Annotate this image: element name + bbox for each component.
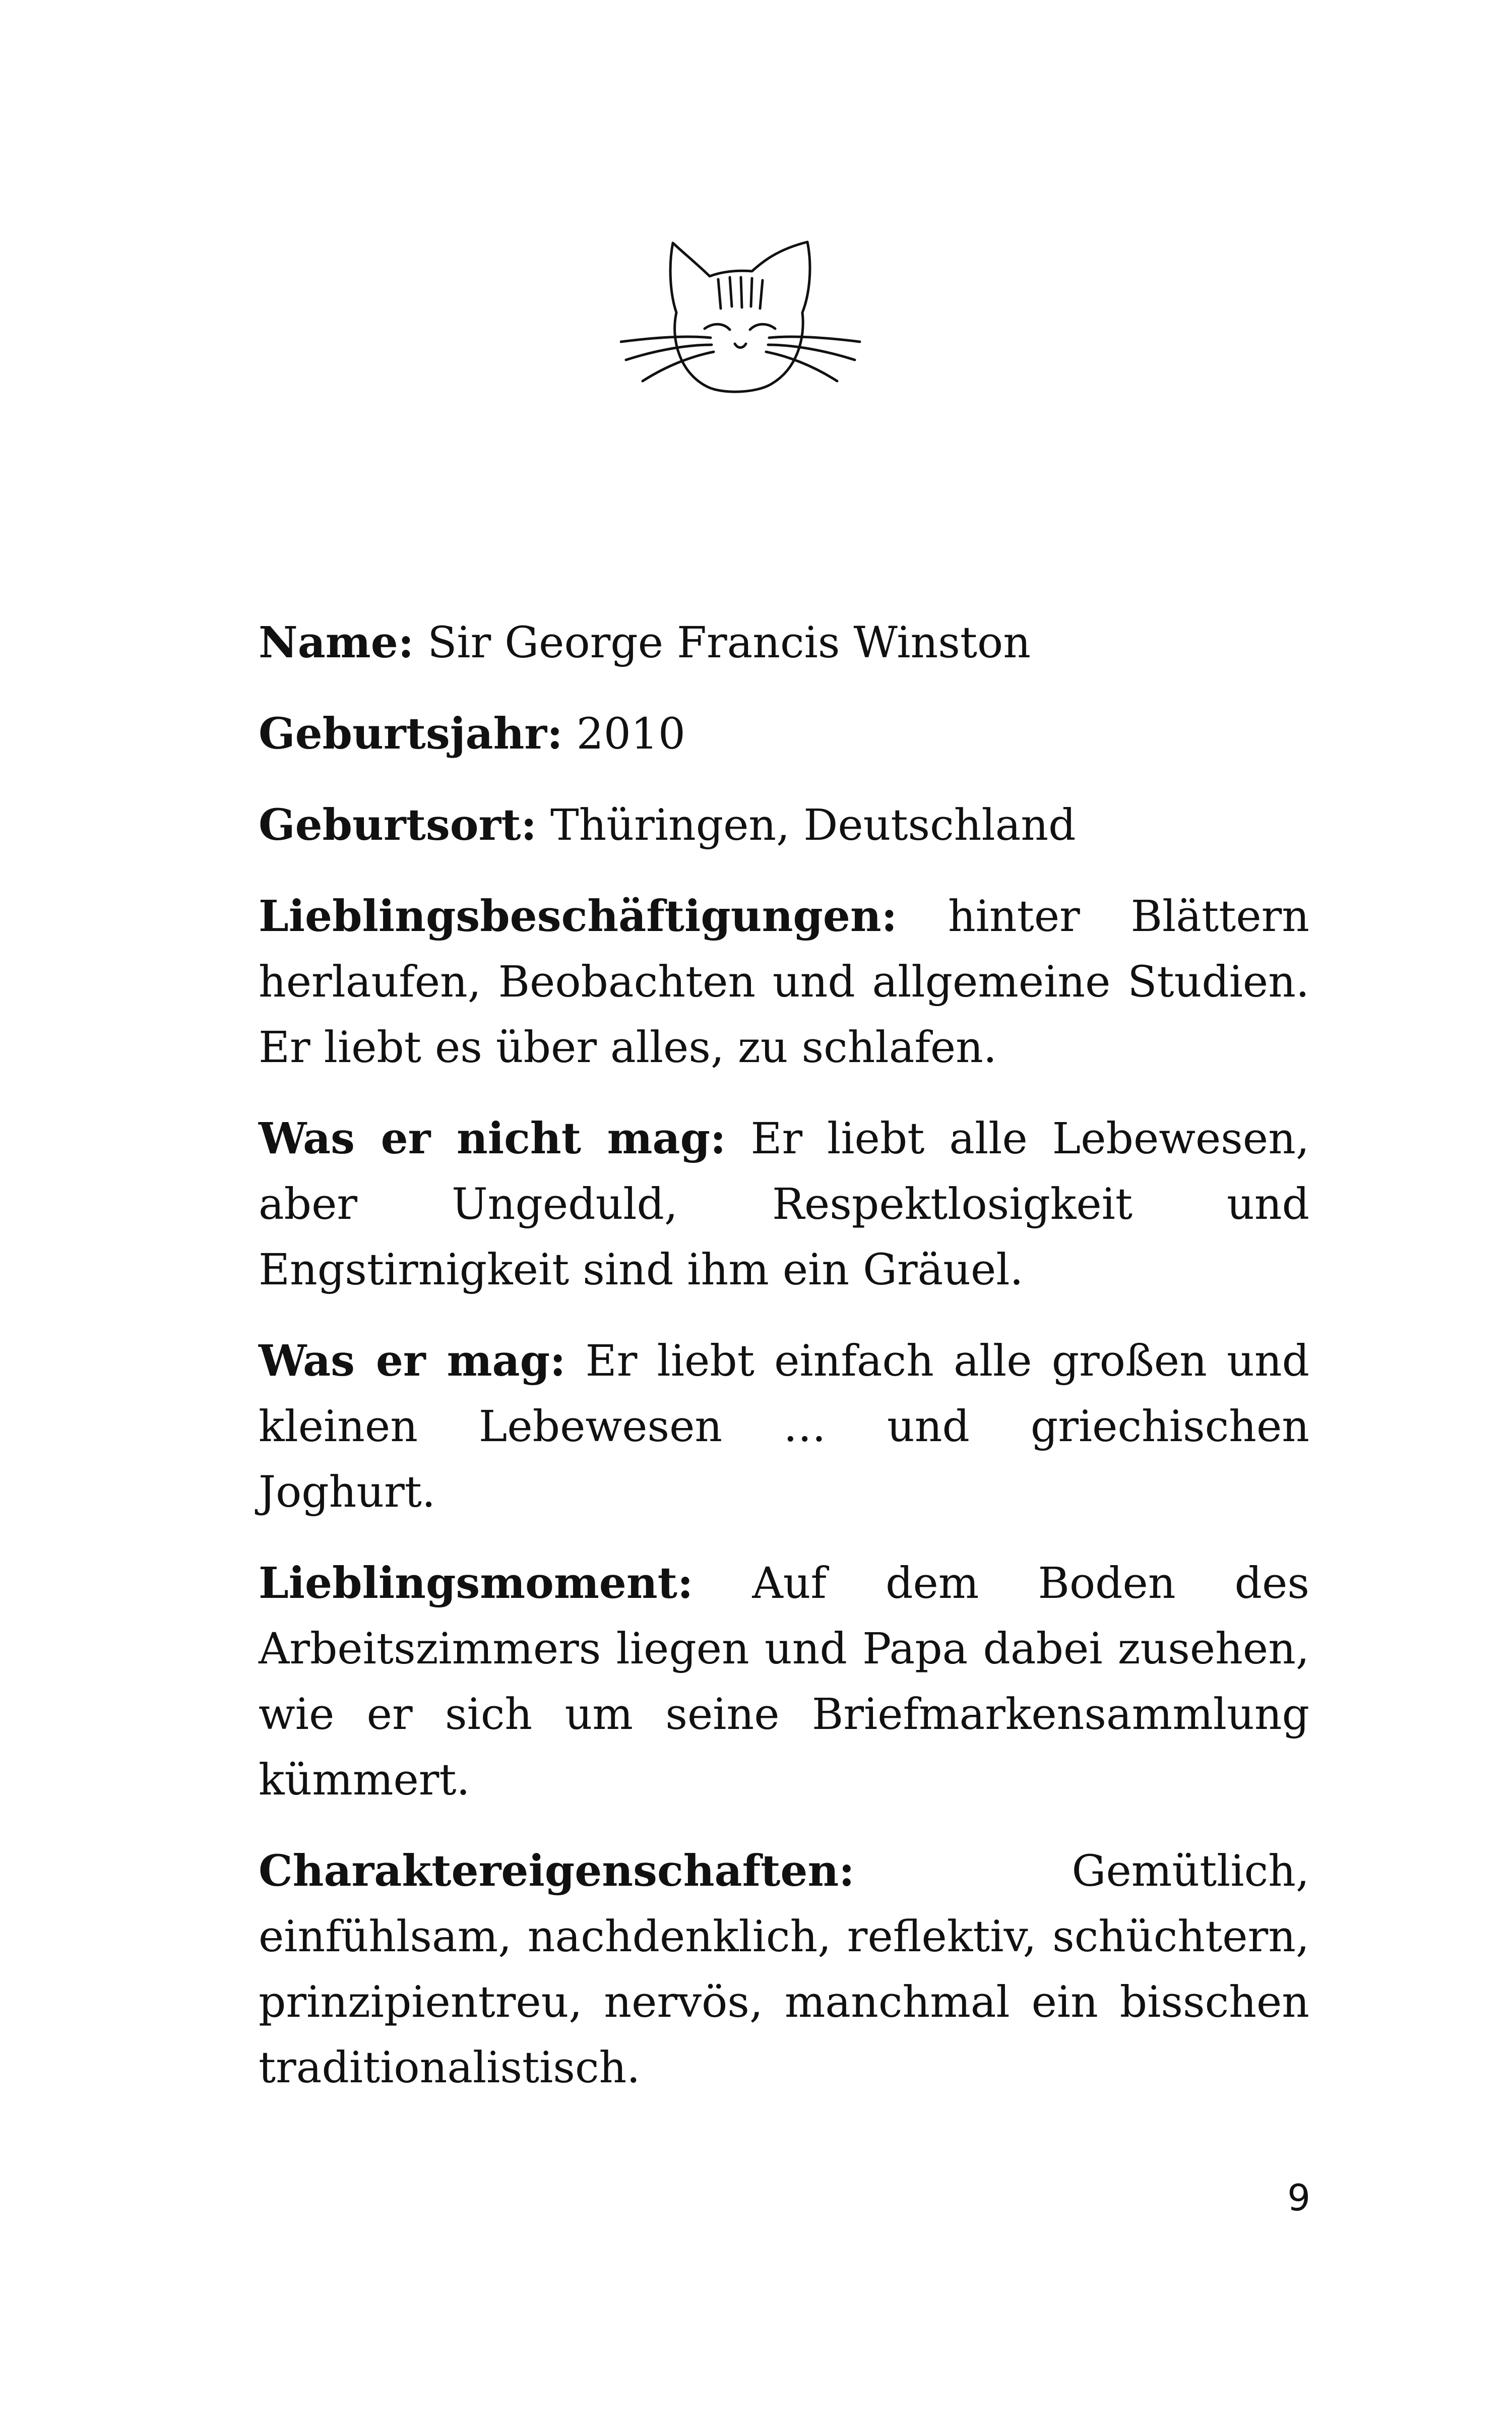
entry-label: Charaktereigenschaften:: [259, 1846, 855, 1896]
profile-entry-birth-year: [259, 701, 1309, 767]
entry-value: hinter Blättern herlaufen, Beobachten und allgemeine Studien. Er liebt es über alles, zu schlafen.: [259, 892, 1309, 1073]
profile-entry-name: [259, 610, 1309, 676]
entry-value: Auf dem Boden des Arbeitszimmers liegen und Papa dabei zusehen, wie er sich um seine Briefmarkensammlung kümmert.: [259, 1559, 1309, 1805]
profile-entry-character-traits: [259, 1838, 1309, 2101]
entry-value: Er liebt einfach alle großen und kleinen Lebewesen … und griechischen Joghurt.: [259, 1336, 1309, 1517]
entry-label: Was er mag:: [259, 1336, 566, 1386]
profile-entry-birthplace: [259, 792, 1309, 858]
profile-entry-likes: [259, 1328, 1309, 1525]
entry-label: Geburtsjahr:: [259, 709, 563, 759]
entry-value: 2010: [576, 709, 685, 759]
entry-value: Sir George Francis Winston: [427, 618, 1031, 668]
profile-entry-favorite-moment: [259, 1551, 1309, 1813]
entry-value: Gemütlich, einfühlsam, nachdenklich, reflektiv, schüchtern, prinzipientreu, nervös, manchmal ein bisschen traditionalistisch.: [259, 1846, 1309, 2093]
entry-value: Thüringen, Deutschland: [550, 800, 1076, 850]
profile-entry-dislikes: [259, 1106, 1309, 1303]
entry-label: Lieblingsmoment:: [259, 1558, 694, 1608]
cat-profile: [259, 610, 1309, 2126]
entry-label: Was er nicht mag:: [259, 1113, 726, 1164]
profile-entry-favorite-activities: [259, 884, 1309, 1081]
entry-label: Geburtsort:: [259, 800, 537, 850]
page-number: 9: [1287, 2177, 1310, 2219]
entry-label: Lieblingsbeschäftigungen:: [259, 891, 898, 942]
entry-label: Name:: [259, 617, 414, 668]
sleeping-cat-face-icon: [620, 237, 862, 403]
entry-value: Er liebt alle Lebewesen, aber Ungeduld, Respektlosigkeit und Engstirnigkeit sind ihm ein Gräuel.: [259, 1114, 1309, 1295]
